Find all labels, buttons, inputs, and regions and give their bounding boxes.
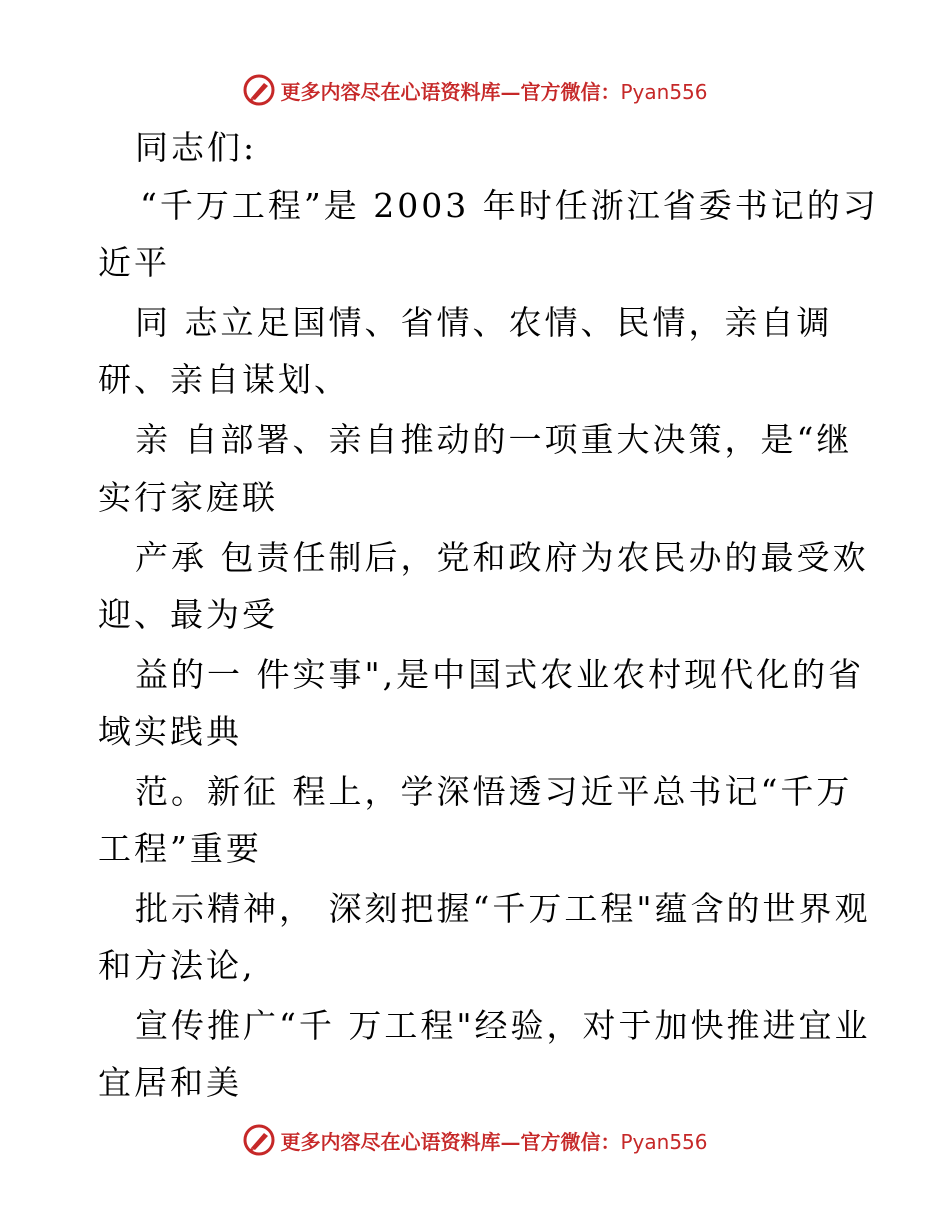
body-line: 迎、最为受 — [98, 595, 278, 634]
pen-logo-icon — [242, 73, 276, 107]
body-line: 产承 包责任制后，党和政府为农民办的最受欢 — [135, 538, 869, 577]
body-line: 批示精神， 深刻把握“千万工程"蕴含的世界观 — [135, 889, 871, 928]
header-watermark-cn: 更多内容尽在心语资料库—官方微信： — [280, 79, 621, 104]
body-line: 和方法论, — [98, 946, 256, 985]
footer-watermark-cn: 更多内容尽在心语资料库—官方微信： — [280, 1129, 621, 1154]
body-line: “千万工程”是 2003 年时任浙江省委书记的习 — [140, 186, 879, 225]
body-line: 亲 自部署、亲自推动的一项重大决策，是“继 — [135, 420, 853, 459]
body-line: 宜居和美 — [98, 1063, 242, 1102]
body-line: 域实践典 — [98, 712, 242, 751]
body-line: 工程”重要 — [98, 829, 262, 868]
body-line: 同 志立足国情、省情、农情、民情，亲自调 — [135, 303, 833, 342]
body-line: 同志们: — [135, 128, 258, 167]
header-watermark-text — [280, 76, 707, 105]
body-line: 实行家庭联 — [98, 478, 278, 517]
body-line: 宣传推广“千 万工程"经验，对于加快推进宜业 — [135, 1006, 871, 1045]
body-line: 近平 — [98, 243, 170, 282]
body-line: 益的一 件实事",是中国式农业农村现代化的省 — [135, 655, 865, 694]
pen-logo-icon — [242, 1123, 276, 1157]
header-watermark — [0, 70, 950, 110]
footer-watermark — [0, 1120, 950, 1160]
header-watermark-id: Pyan556 — [620, 79, 708, 104]
footer-watermark-text — [280, 1126, 707, 1155]
body-line: 范。新征 程上，学深悟透习近平总书记“千万 — [135, 772, 853, 811]
body-line: 研、亲自谋划、 — [98, 360, 350, 399]
footer-watermark-id: Pyan556 — [620, 1129, 708, 1154]
